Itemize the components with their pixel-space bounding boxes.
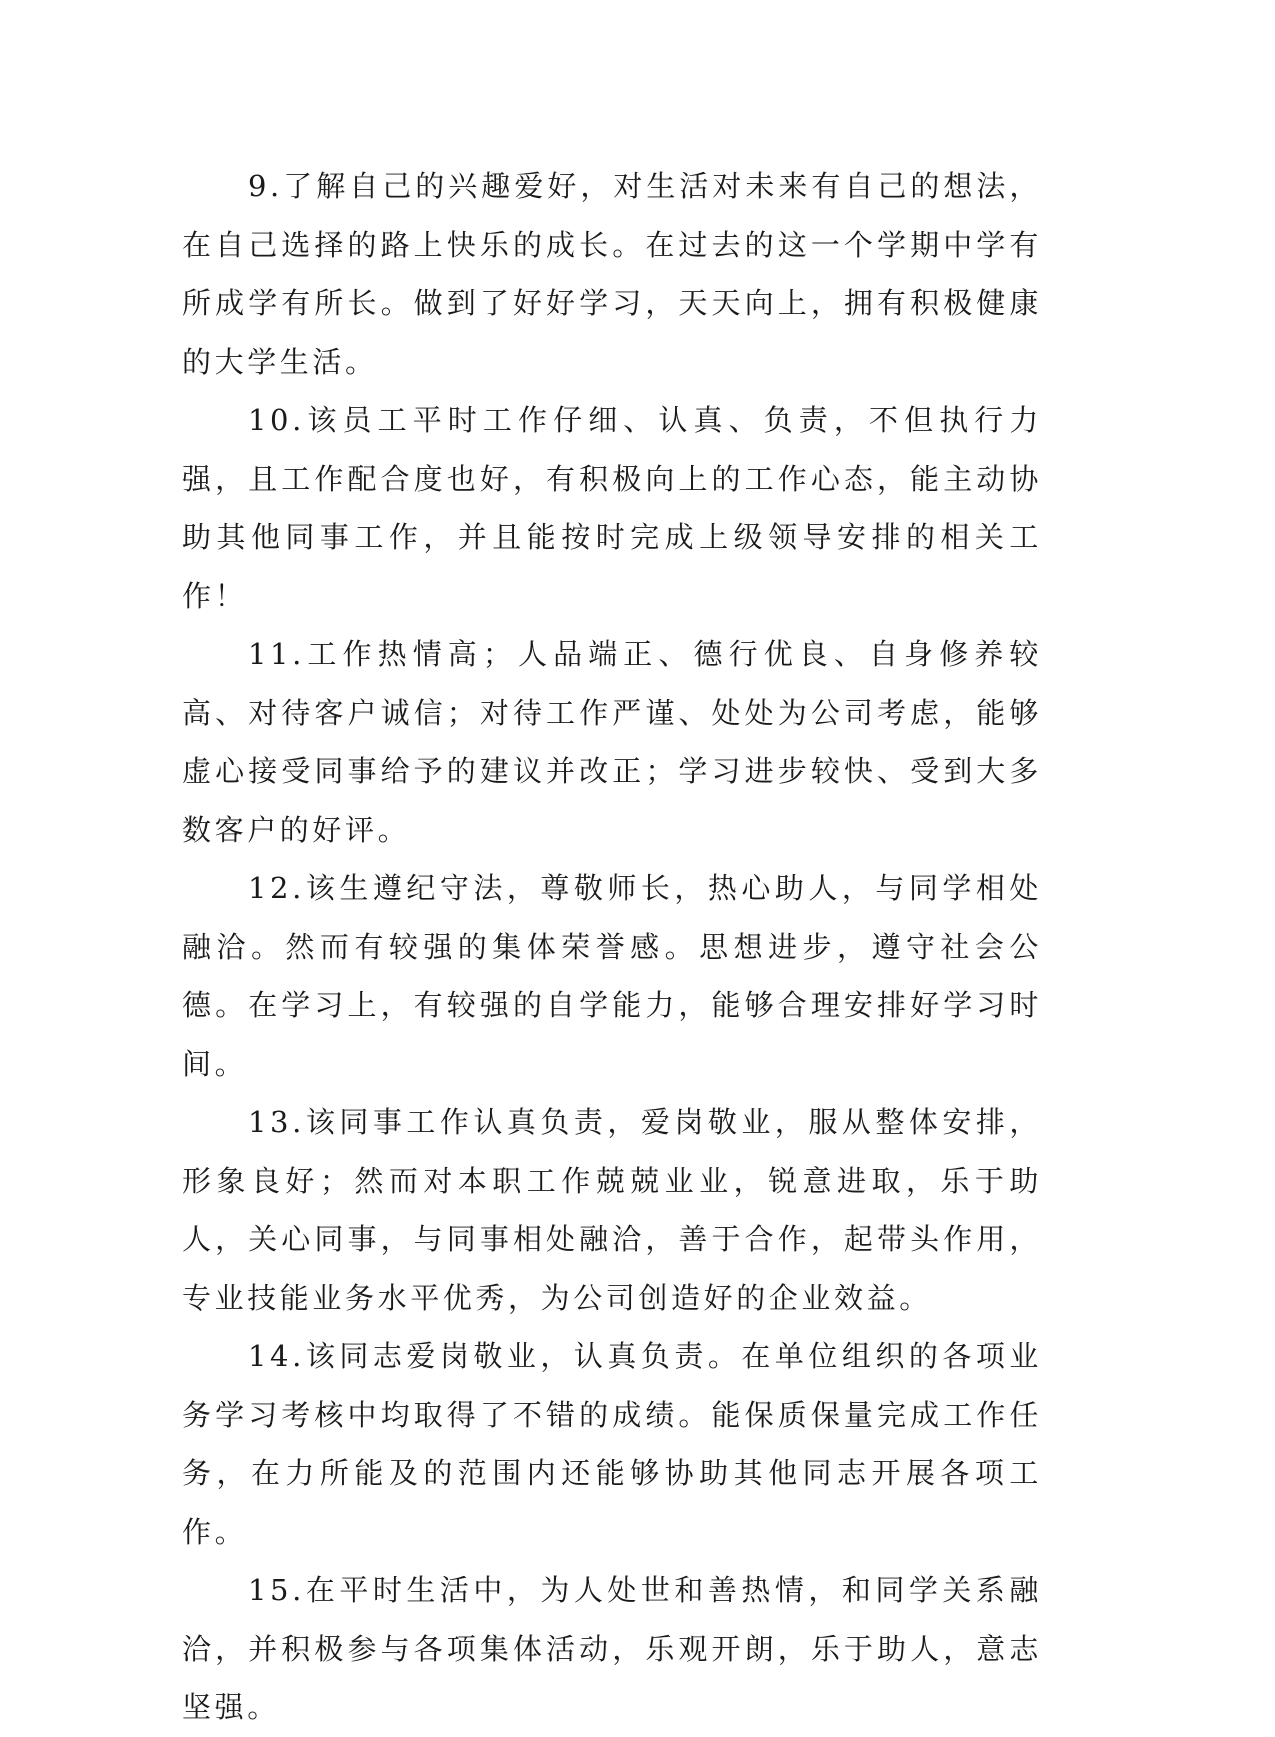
paragraph-13: 13.该同事工作认真负责，爱岗敬业，服从整体安排，形象良好；然而对本职工作兢兢业业，锐意进取，乐于助人，关心同事，与同事相处融洽，善于合作，起带头作用，专业技能业务水平优秀，为公司创造好的企业效益。 (182, 1105, 1042, 1315)
document-body (182, 157, 1042, 1737)
paragraph-15: 15.在平时生活中，为人处世和善热情，和同学关系融洽，并积极参与各项集体活动，乐观开朗，乐于助人，意志坚强。 (182, 1573, 1042, 1724)
paragraph-12: 12.该生遵纪守法，尊敬师长，热心助人，与同学相处融洽。然而有较强的集体荣誉感。思想进步，遵守社会公德。在学习上，有较强的自学能力，能够合理安排好学习时间。 (182, 871, 1042, 1081)
paragraph-14: 14.该同志爱岗敬业，认真负责。在单位组织的各项业务学习考核中均取得了不错的成绩。能保质保量完成工作任务，在力所能及的范围内还能够协助其他同志开展各项工作。 (182, 1339, 1042, 1549)
paragraph-9: 9.了解自己的兴趣爱好，对生活对未来有自己的想法，在自己选择的路上快乐的成长。在过去的这一个学期中学有所成学有所长。做到了好好学习，天天向上，拥有积极健康的大学生活。 (182, 169, 1042, 379)
paragraph-10: 10.该员工平时工作仔细、认真、负责，不但执行力强，且工作配合度也好，有积极向上的工作心态，能主动协助其他同事工作，并且能按时完成上级领导安排的相关工作！ (182, 403, 1042, 613)
paragraph-11: 11.工作热情高；人品端正、德行优良、自身修养较高、对待客户诚信；对待工作严谨、处处为公司考虑，能够虚心接受同事给予的建议并改正；学习进步较快、受到大多数客户的好评。 (182, 637, 1042, 847)
